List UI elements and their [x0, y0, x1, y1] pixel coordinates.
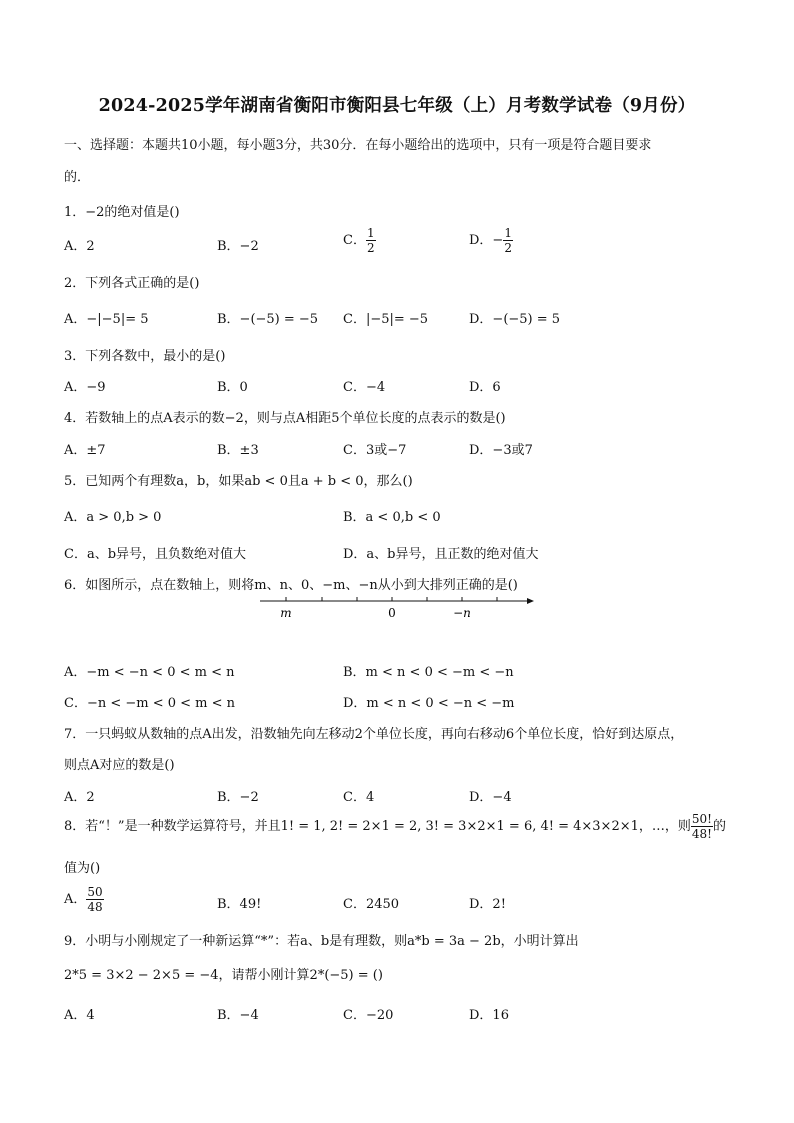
question-2-option-a: A．−|−5|= 5 [64, 312, 149, 327]
question-1-option-c [343, 226, 376, 255]
question-5-option-d: D．a、b异号，且正数的绝对值大 [343, 547, 539, 562]
question-1-option-a: A．2 [64, 239, 95, 254]
number-line-ticks [286, 597, 497, 601]
denominator: 2 [504, 241, 512, 255]
denominator: 2 [366, 241, 375, 255]
fraction [691, 812, 713, 841]
question-7-option-b: B．−2 [217, 790, 259, 805]
question-8-stem-tail: 的 [712, 819, 726, 834]
question-4-option-b: B．±3 [217, 443, 259, 458]
question-9-option-b: B．−4 [217, 1008, 259, 1023]
question-9-option-a: A．4 [64, 1008, 95, 1023]
question-8-stem-text: 8．若“！”是一种数学运算符号，并且1! = 1, 2! = 2×1 = 2, 3! = 3×2×1 = 6, 4! = 4×3×2×1，…，则 [64, 819, 691, 834]
question-9-option-c: C．−20 [343, 1008, 394, 1023]
question-8-stem [64, 812, 726, 841]
question-3-option-a: A．−9 [64, 380, 106, 395]
question-8-option-a [64, 885, 104, 914]
question-5-option-b: B．a < 0,b < 0 [343, 510, 441, 525]
option-label: A． [64, 892, 87, 907]
question-8-stem-cont: 值为() [64, 861, 101, 876]
question-2-stem: 2．下列各式正确的是() [64, 276, 200, 291]
question-2-option-c: C．|−5|= −5 [343, 312, 429, 327]
fraction [503, 226, 513, 255]
question-9-stem-cont: 2*5 = 3×2 − 2×5 = −4，请帮小刚计算2*(−5) = () [64, 968, 383, 983]
numerator: 1 [504, 226, 512, 240]
axis-label-neg-n: −n [453, 606, 471, 620]
question-5-stem: 5．已知两个有理数a，b，如果ab < 0且a + b < 0，那么() [64, 474, 413, 489]
question-3-stem: 3．下列各数中，最小的是() [64, 349, 226, 364]
number-line-figure [255, 593, 540, 623]
question-8-option-b: B．49! [217, 897, 262, 912]
question-2-option-d: D．−(−5) = 5 [469, 312, 561, 327]
question-1-option-d [469, 226, 513, 255]
question-7-option-c: C．4 [343, 790, 375, 805]
question-4-option-c: C．3或−7 [343, 443, 407, 458]
question-1-option-b: B．−2 [217, 239, 259, 254]
question-8-option-c: C．2450 [343, 897, 400, 912]
section-instructions-cont: 的． [64, 170, 91, 185]
question-9-stem: 9．小明与小刚规定了一种新运算“*”：若a、b是有理数，则a*b = 3a − 2b，小明计算出 [64, 934, 579, 949]
question-3-option-c: C．−4 [343, 380, 386, 395]
question-4-stem: 4．若数轴上的点A表示的数−2，则与点A相距5个单位长度的点表示的数是() [64, 411, 506, 426]
denominator: 48 [87, 900, 103, 914]
question-7-stem-cont: 则点A对应的数是() [64, 758, 175, 773]
denominator: 48! [691, 827, 712, 841]
question-6-option-d: D．m < n < 0 < −n < −m [343, 696, 515, 711]
question-2-option-b: B．−(−5) = −5 [217, 312, 319, 327]
axis-label-m: m [280, 606, 292, 620]
question-5-option-a: A．a > 0,b > 0 [64, 510, 162, 525]
question-7-option-d: D．−4 [469, 790, 512, 805]
question-7-option-a: A．2 [64, 790, 95, 805]
fraction [366, 226, 376, 255]
numerator: 50! [691, 812, 712, 826]
option-label: C． [343, 233, 366, 248]
axis-label-zero: 0 [388, 606, 396, 620]
question-6-option-b: B．m < n < 0 < −m < −n [343, 665, 514, 680]
question-6-option-c: C．−n < −m < 0 < m < n [64, 696, 236, 711]
question-4-option-a: A．±7 [64, 443, 106, 458]
question-5-option-c: C．a、b异号，且负数绝对值大 [64, 547, 247, 562]
question-6-option-a: A．−m < −n < 0 < m < n [64, 665, 235, 680]
numerator: 50 [87, 885, 103, 899]
question-6-stem: 6．如图所示，点在数轴上，则将m、n、0、−m、−n从小到大排列正确的是() [64, 578, 518, 593]
question-7-stem: 7．一只蚂蚁从数轴的点A出发，沿数轴先向左移动2个单位长度，再向右移动6个单位长度，恰好到达原点， [64, 727, 684, 742]
question-3-option-d: D．6 [469, 380, 501, 395]
question-9-option-d: D．16 [469, 1008, 509, 1023]
fraction [86, 885, 103, 914]
numerator: 1 [366, 226, 375, 240]
question-8-option-d: D．2! [469, 897, 506, 912]
option-label: D．− [469, 233, 504, 248]
question-1-stem: 1．−2的绝对值是() [64, 205, 180, 220]
number-line-arrow [527, 598, 534, 604]
question-3-option-b: B．0 [217, 380, 248, 395]
section-instructions: 一、选择题：本题共10小题，每小题3分，共30分．在每小题给出的选项中，只有一项是符合题目要求 [64, 138, 652, 153]
question-4-option-d: D．−3或7 [469, 443, 533, 458]
page-title: 2024-2025学年湖南省衡阳市衡阳县七年级（上）月考数学试卷（9月份） [98, 96, 696, 116]
